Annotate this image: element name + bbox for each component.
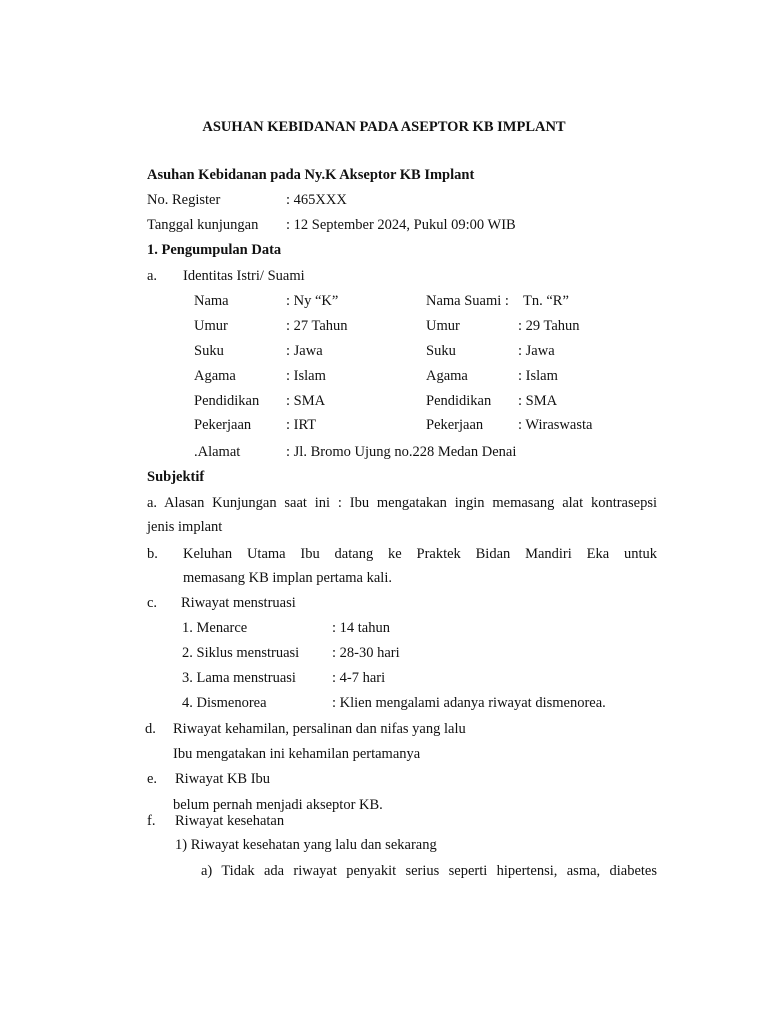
husband-nama-value: Tn. “R” xyxy=(523,293,569,309)
kesehatan-marker: f. xyxy=(147,813,156,829)
keluhan-marker: b. xyxy=(147,546,158,562)
kesehatan-sub1: 1) Riwayat kesehatan yang lalu dan sekarang xyxy=(175,837,437,853)
husband-umur-value: : 29 Tahun xyxy=(518,318,580,334)
husband-pekerjaan-label: Pekerjaan xyxy=(426,417,484,433)
keluhan-line1: Keluhan Utama Ibu datang ke Praktek Bidan Mandiri Eka untuk xyxy=(183,546,657,562)
husband-umur-label: Umur xyxy=(426,318,460,334)
register-value: : 465XXX xyxy=(286,192,347,208)
wife-nama-label: Nama xyxy=(194,293,229,309)
wife-pekerjaan-label: Pekerjaan xyxy=(194,417,252,433)
husband-agama-label: Agama xyxy=(426,368,468,384)
identity-heading: Identitas Istri/ Suami xyxy=(183,268,305,284)
lama-label: 3. Lama menstruasi xyxy=(182,670,296,686)
register-label: No. Register xyxy=(147,192,221,208)
visit-value: : 12 September 2024, Pukul 09:00 WIB xyxy=(286,217,516,233)
wife-umur-label: Umur xyxy=(194,318,228,334)
husband-pendidikan-label: Pendidikan xyxy=(426,393,492,409)
alamat-label: .Alamat xyxy=(194,444,241,460)
keluhan-line2: memasang KB implan pertama kali. xyxy=(183,570,392,586)
kehamilan-heading: Riwayat kehamilan, persalinan dan nifas yang lalu xyxy=(173,721,466,737)
identity-marker: a. xyxy=(147,268,158,284)
wife-umur-value: : 27 Tahun xyxy=(286,318,348,334)
kb-heading: Riwayat KB Ibu xyxy=(175,771,271,787)
wife-pendidikan-value: : SMA xyxy=(286,393,326,409)
lama-value: : 4-7 hari xyxy=(332,670,386,686)
husband-pendidikan-value: : SMA xyxy=(518,393,558,409)
wife-agama-label: Agama xyxy=(194,368,236,384)
menstruasi-heading: Riwayat menstruasi xyxy=(181,595,296,611)
husband-pekerjaan-value: : Wiraswasta xyxy=(518,417,593,433)
siklus-label: 2. Siklus menstruasi xyxy=(182,645,300,661)
kb-text: belum pernah menjadi akseptor KB. xyxy=(173,797,383,813)
kehamilan-text: Ibu mengatakan ini kehamilan pertamanya xyxy=(173,746,421,762)
wife-suku-label: Suku xyxy=(194,343,224,359)
kesehatan-heading: Riwayat kesehatan xyxy=(175,813,285,829)
subjektif-heading: Subjektif xyxy=(147,469,205,485)
document-subtitle: Asuhan Kebidanan pada Ny.K Akseptor KB Implant xyxy=(147,167,475,183)
dismenorea-value: : Klien mengalami adanya riwayat dismenorea. xyxy=(332,695,606,711)
visit-label: Tanggal kunjungan xyxy=(147,217,259,233)
menarce-label: 1. Menarce xyxy=(182,620,248,636)
husband-agama-value: : Islam xyxy=(518,368,558,384)
dismenorea-label: 4. Dismenorea xyxy=(182,695,267,711)
section-heading: 1. Pengumpulan Data xyxy=(147,242,282,258)
kesehatan-sub1a: a) Tidak ada riwayat penyakit serius seperti hipertensi, asma, diabetes xyxy=(201,863,657,879)
alasan-kunjungan-line2: jenis implant xyxy=(147,519,223,535)
wife-pekerjaan-value: : IRT xyxy=(286,417,317,433)
husband-suku-label: Suku xyxy=(426,343,456,359)
husband-suku-value: : Jawa xyxy=(518,343,555,359)
menarce-value: : 14 tahun xyxy=(332,620,390,636)
wife-pendidikan-label: Pendidikan xyxy=(194,393,260,409)
wife-suku-value: : Jawa xyxy=(286,343,323,359)
kehamilan-marker: d. xyxy=(145,721,156,737)
document-title: ASUHAN KEBIDANAN PADA ASEPTOR KB IMPLANT xyxy=(202,119,566,135)
siklus-value: : 28-30 hari xyxy=(332,645,400,661)
kb-marker: e. xyxy=(147,771,158,787)
wife-agama-value: : Islam xyxy=(286,368,326,384)
menstruasi-marker: c. xyxy=(147,595,158,611)
wife-nama-value: : Ny “K” xyxy=(286,293,339,309)
alasan-kunjungan-line1: a. Alasan Kunjungan saat ini : Ibu mengatakan ingin memasang alat kontrasepsi xyxy=(147,495,657,511)
alamat-value: : Jl. Bromo Ujung no.228 Medan Denai xyxy=(286,444,517,460)
husband-nama-label: Nama Suami : xyxy=(426,293,509,309)
